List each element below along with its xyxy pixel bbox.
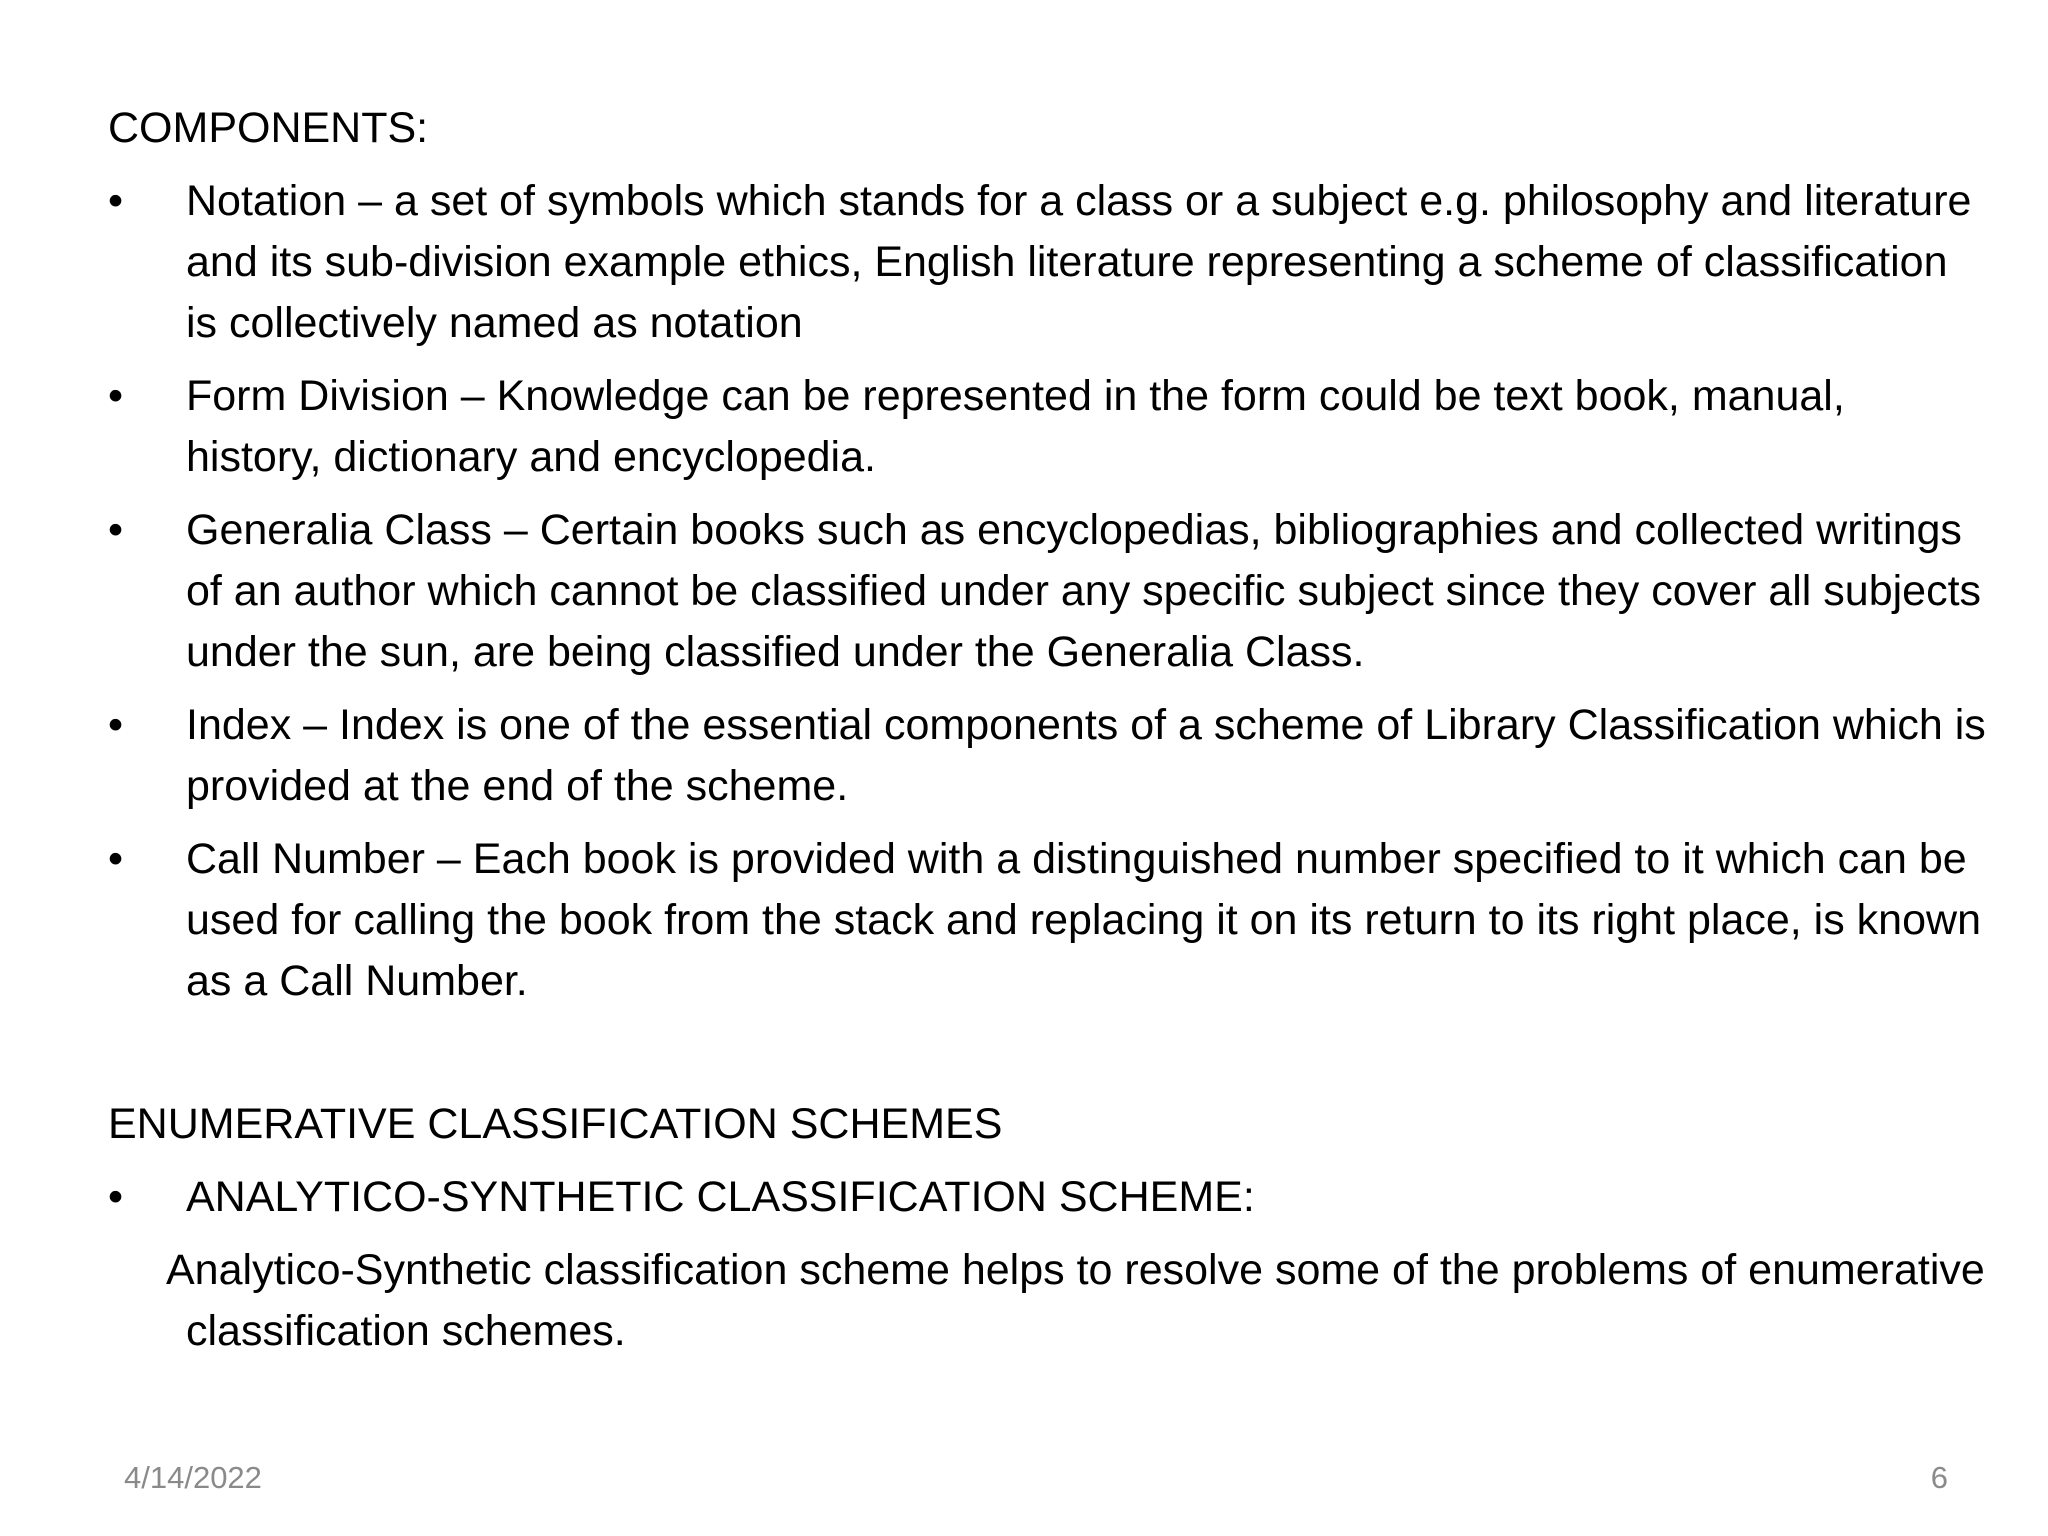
bullet-notation (108, 171, 1988, 354)
components-list (108, 171, 1988, 1012)
enumerative-list (108, 1167, 1988, 1228)
slide-content (108, 98, 1988, 1362)
bullet-text: Form Division – Knowledge can be represented in the form could be text book, manual, history, dictionary and encyclopedia. (186, 372, 1845, 481)
bullet-text: Index – Index is one of the essential components of a scheme of Library Classification which is provided at the end of the scheme. (186, 701, 1986, 810)
bullet-text: Generalia Class – Certain books such as encyclopedias, bibliographies and collected writings of an author which cannot be classified under any specific subject since they cover all subjects under the sun, are being classified under the Generalia Class. (186, 506, 1982, 676)
bullet-analytico-synthetic (108, 1167, 1988, 1228)
bullet-dot: • (108, 701, 124, 749)
section-spacer (108, 1024, 1988, 1094)
footer-date: 4/14/2022 (124, 1460, 262, 1495)
bullet-text: Call Number – Each book is provided with a distinguished number specified to it which can be used for calling the book from the stack and replacing it on its return to its right place, is known as a Call Number. (186, 835, 1981, 1005)
analytico-synthetic-paragraph: Analytico-Synthetic classification scheme helps to resolve some of the problems of enumerative classification schemes. (166, 1246, 1985, 1355)
bullet-index (108, 695, 1988, 817)
bullet-text: ANALYTICO-SYNTHETIC CLASSIFICATION SCHEME: (186, 1173, 1255, 1221)
bullet-form-division (108, 366, 1988, 488)
bullet-call-number (108, 829, 1988, 1012)
footer-page-number: 6 (1930, 1460, 1948, 1495)
bullet-dot: • (108, 177, 124, 225)
enumerative-heading: ENUMERATIVE CLASSIFICATION SCHEMES (108, 1100, 1003, 1148)
bullet-dot: • (108, 506, 124, 554)
components-heading: COMPONENTS: (108, 104, 429, 152)
bullet-dot: • (108, 372, 124, 420)
bullet-text: Notation – a set of symbols which stands for a class or a subject e.g. philosophy and literature and its sub-division example ethics, English literature representing a scheme of classification is collectively named as notation (186, 177, 1972, 347)
bullet-generalia-class (108, 500, 1988, 683)
bullet-dot: • (108, 835, 124, 883)
bullet-dot: • (108, 1173, 124, 1221)
